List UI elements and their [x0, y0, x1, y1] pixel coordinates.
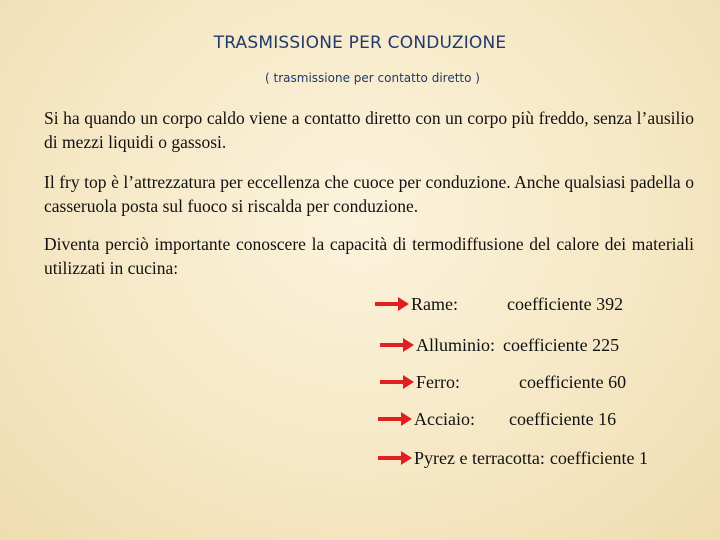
material-coefficient: coefficiente 225 — [503, 334, 620, 355]
paragraph-definition: Si ha quando un corpo caldo viene a contatto diretto con un corpo più freddo, senza l’ausilio di mezzi liquidi o gassosi. — [44, 108, 694, 152]
paragraph-thermal-diffusion: Diventa perciò importante conoscere la capacità di termodiffusione del calore dei materiali utilizzati in cucina: — [44, 234, 694, 278]
right-arrow-icon — [378, 411, 412, 427]
slide-subtitle: ( trasmissione per contatto diretto ) — [265, 71, 480, 85]
material-coefficient: coefficiente 16 — [509, 408, 617, 429]
coefficient-row-acciaio — [378, 407, 616, 431]
material-coefficient: coefficiente 60 — [519, 371, 627, 392]
material-name: Acciaio: — [414, 408, 475, 429]
slide-title: TRASMISSIONE PER CONDUZIONE — [213, 33, 507, 53]
right-arrow-icon — [375, 296, 409, 312]
right-arrow-icon — [380, 374, 414, 390]
material-name: Ferro: — [416, 371, 460, 392]
coefficient-row-pyrex-terracotta — [378, 446, 648, 470]
right-arrow-icon — [378, 450, 412, 466]
material-name: Pyrez e terracotta: — [414, 447, 545, 468]
coefficient-row-ferro — [380, 370, 626, 394]
material-name: Alluminio: — [416, 334, 496, 355]
coefficient-row-rame — [375, 292, 623, 316]
right-arrow-icon — [380, 337, 414, 353]
coefficient-row-alluminio — [380, 333, 619, 357]
paragraph-fry-top: Il fry top è l’attrezzatura per eccellenza che cuoce per conduzione. Anche qualsiasi padella o casseruola posta sul fuoco si riscalda per conduzione. — [44, 172, 694, 216]
material-coefficient: coefficiente 1 — [549, 447, 649, 468]
material-coefficient: coefficiente 392 — [507, 293, 624, 314]
material-name: Rame: — [411, 293, 458, 314]
